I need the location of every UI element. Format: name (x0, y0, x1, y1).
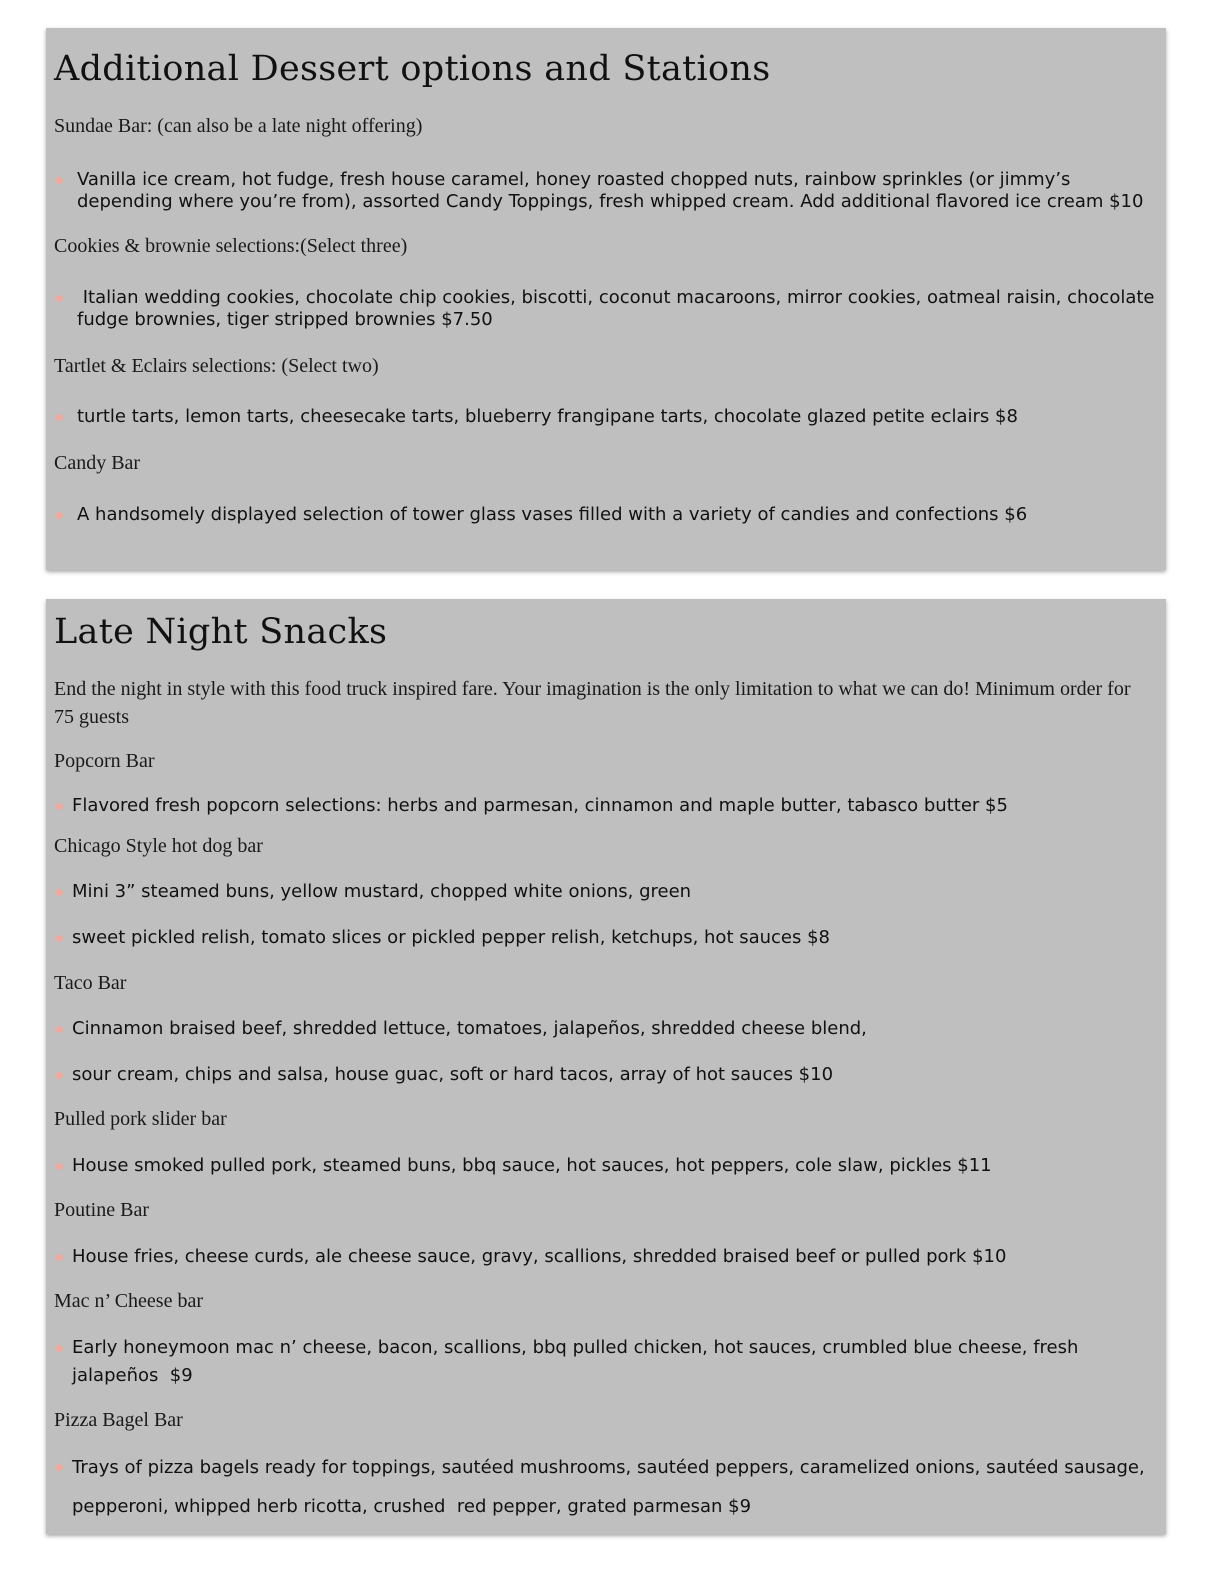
hot-dog-item: Mini 3” steamed buns, yellow mustard, chopped white onions, green (54, 881, 1158, 903)
dessert-title: Additional Dessert options and Stations (54, 49, 771, 89)
late-night-intro: End the night in style with this food truck inspired fare. Your imagination is the only limitation to what we can do! Minimum order for 75 guests (54, 678, 1131, 728)
bullet-icon (56, 1345, 63, 1352)
pizza-bagel-item: Trays of pizza bagels ready for toppings, sautéed mushrooms, sautéed peppers, caramelized onions, sautéed sausage, pepperoni, whipped herb ricotta, crushed red pepper, grated parmesan $9 (54, 1448, 1158, 1526)
mac-cheese-item: Early honeymoon mac n’ cheese, bacon, scallions, bbq pulled chicken, hot sauces, crumbled blue cheese, fresh jalapeños $9 (54, 1334, 1158, 1390)
bullet-icon (56, 1026, 63, 1033)
hot-dog-heading: Chicago Style hot dog bar (54, 835, 263, 857)
late-night-panel (46, 599, 1166, 1534)
sundae-bar-item: Vanilla ice cream, hot fudge, fresh house caramel, honey roasted chopped nuts, rainbow sprinkles (or jimmy’s depending where you’re from), assorted Candy Toppings, fresh whipped cream. Add additional flavored ice cream $10 (54, 169, 1158, 213)
dessert-stations-panel (46, 28, 1166, 570)
bullet-icon (56, 1254, 63, 1261)
taco-heading: Taco Bar (54, 972, 127, 994)
cookies-item: Italian wedding cookies, chocolate chip cookies, biscotti, coconut macaroons, mirror cookies, oatmeal raisin, chocolate fudge brownies, tiger stripped brownies $7.50 (54, 287, 1158, 331)
candy-bar-item: A handsomely displayed selection of tower glass vases filled with a variety of candies and confections $6 (54, 504, 1158, 526)
poutine-item: House fries, cheese curds, ale cheese sauce, gravy, scallions, shredded braised beef or pulled pork $10 (54, 1246, 1158, 1268)
bullet-icon (56, 1072, 63, 1079)
pulled-pork-item: House smoked pulled pork, steamed buns, bbq sauce, hot sauces, hot peppers, cole slaw, pickles $11 (54, 1155, 1158, 1177)
bullet-icon (56, 414, 63, 421)
tartlet-heading: Tartlet & Eclairs selections: (Select two) (54, 355, 379, 377)
pizza-bagel-heading: Pizza Bagel Bar (54, 1409, 183, 1431)
candy-bar-heading: Candy Bar (54, 452, 141, 474)
bullet-icon (56, 1464, 63, 1471)
mac-cheese-heading: Mac n’ Cheese bar (54, 1290, 204, 1312)
bullet-icon (56, 295, 63, 302)
bullet-icon (56, 177, 63, 184)
bullet-icon (56, 803, 63, 810)
taco-item: Cinnamon braised beef, shredded lettuce, tomatoes, jalapeños, shredded cheese blend, (54, 1018, 1158, 1040)
tartlet-item: turtle tarts, lemon tarts, cheesecake tarts, blueberry frangipane tarts, chocolate glazed petite eclairs $8 (54, 406, 1158, 428)
sundae-bar-heading: Sundae Bar: (can also be a late night offering) (54, 115, 423, 137)
poutine-heading: Poutine Bar (54, 1199, 149, 1221)
bullet-icon (56, 889, 63, 896)
late-night-title: Late Night Snacks (54, 612, 388, 652)
pulled-pork-heading: Pulled pork slider bar (54, 1108, 227, 1130)
popcorn-heading: Popcorn Bar (54, 750, 155, 772)
bullet-icon (56, 935, 63, 942)
cookies-heading: Cookies & brownie selections:(Select three) (54, 235, 408, 257)
hot-dog-item: sweet pickled relish, tomato slices or pickled pepper relish, ketchups, hot sauces $8 (54, 927, 1158, 949)
bullet-icon (56, 1163, 63, 1170)
bullet-icon (56, 512, 63, 519)
taco-item: sour cream, chips and salsa, house guac, soft or hard tacos, array of hot sauces $10 (54, 1064, 1158, 1086)
popcorn-item: Flavored fresh popcorn selections: herbs and parmesan, cinnamon and maple butter, tabasco butter $5 (54, 795, 1158, 817)
